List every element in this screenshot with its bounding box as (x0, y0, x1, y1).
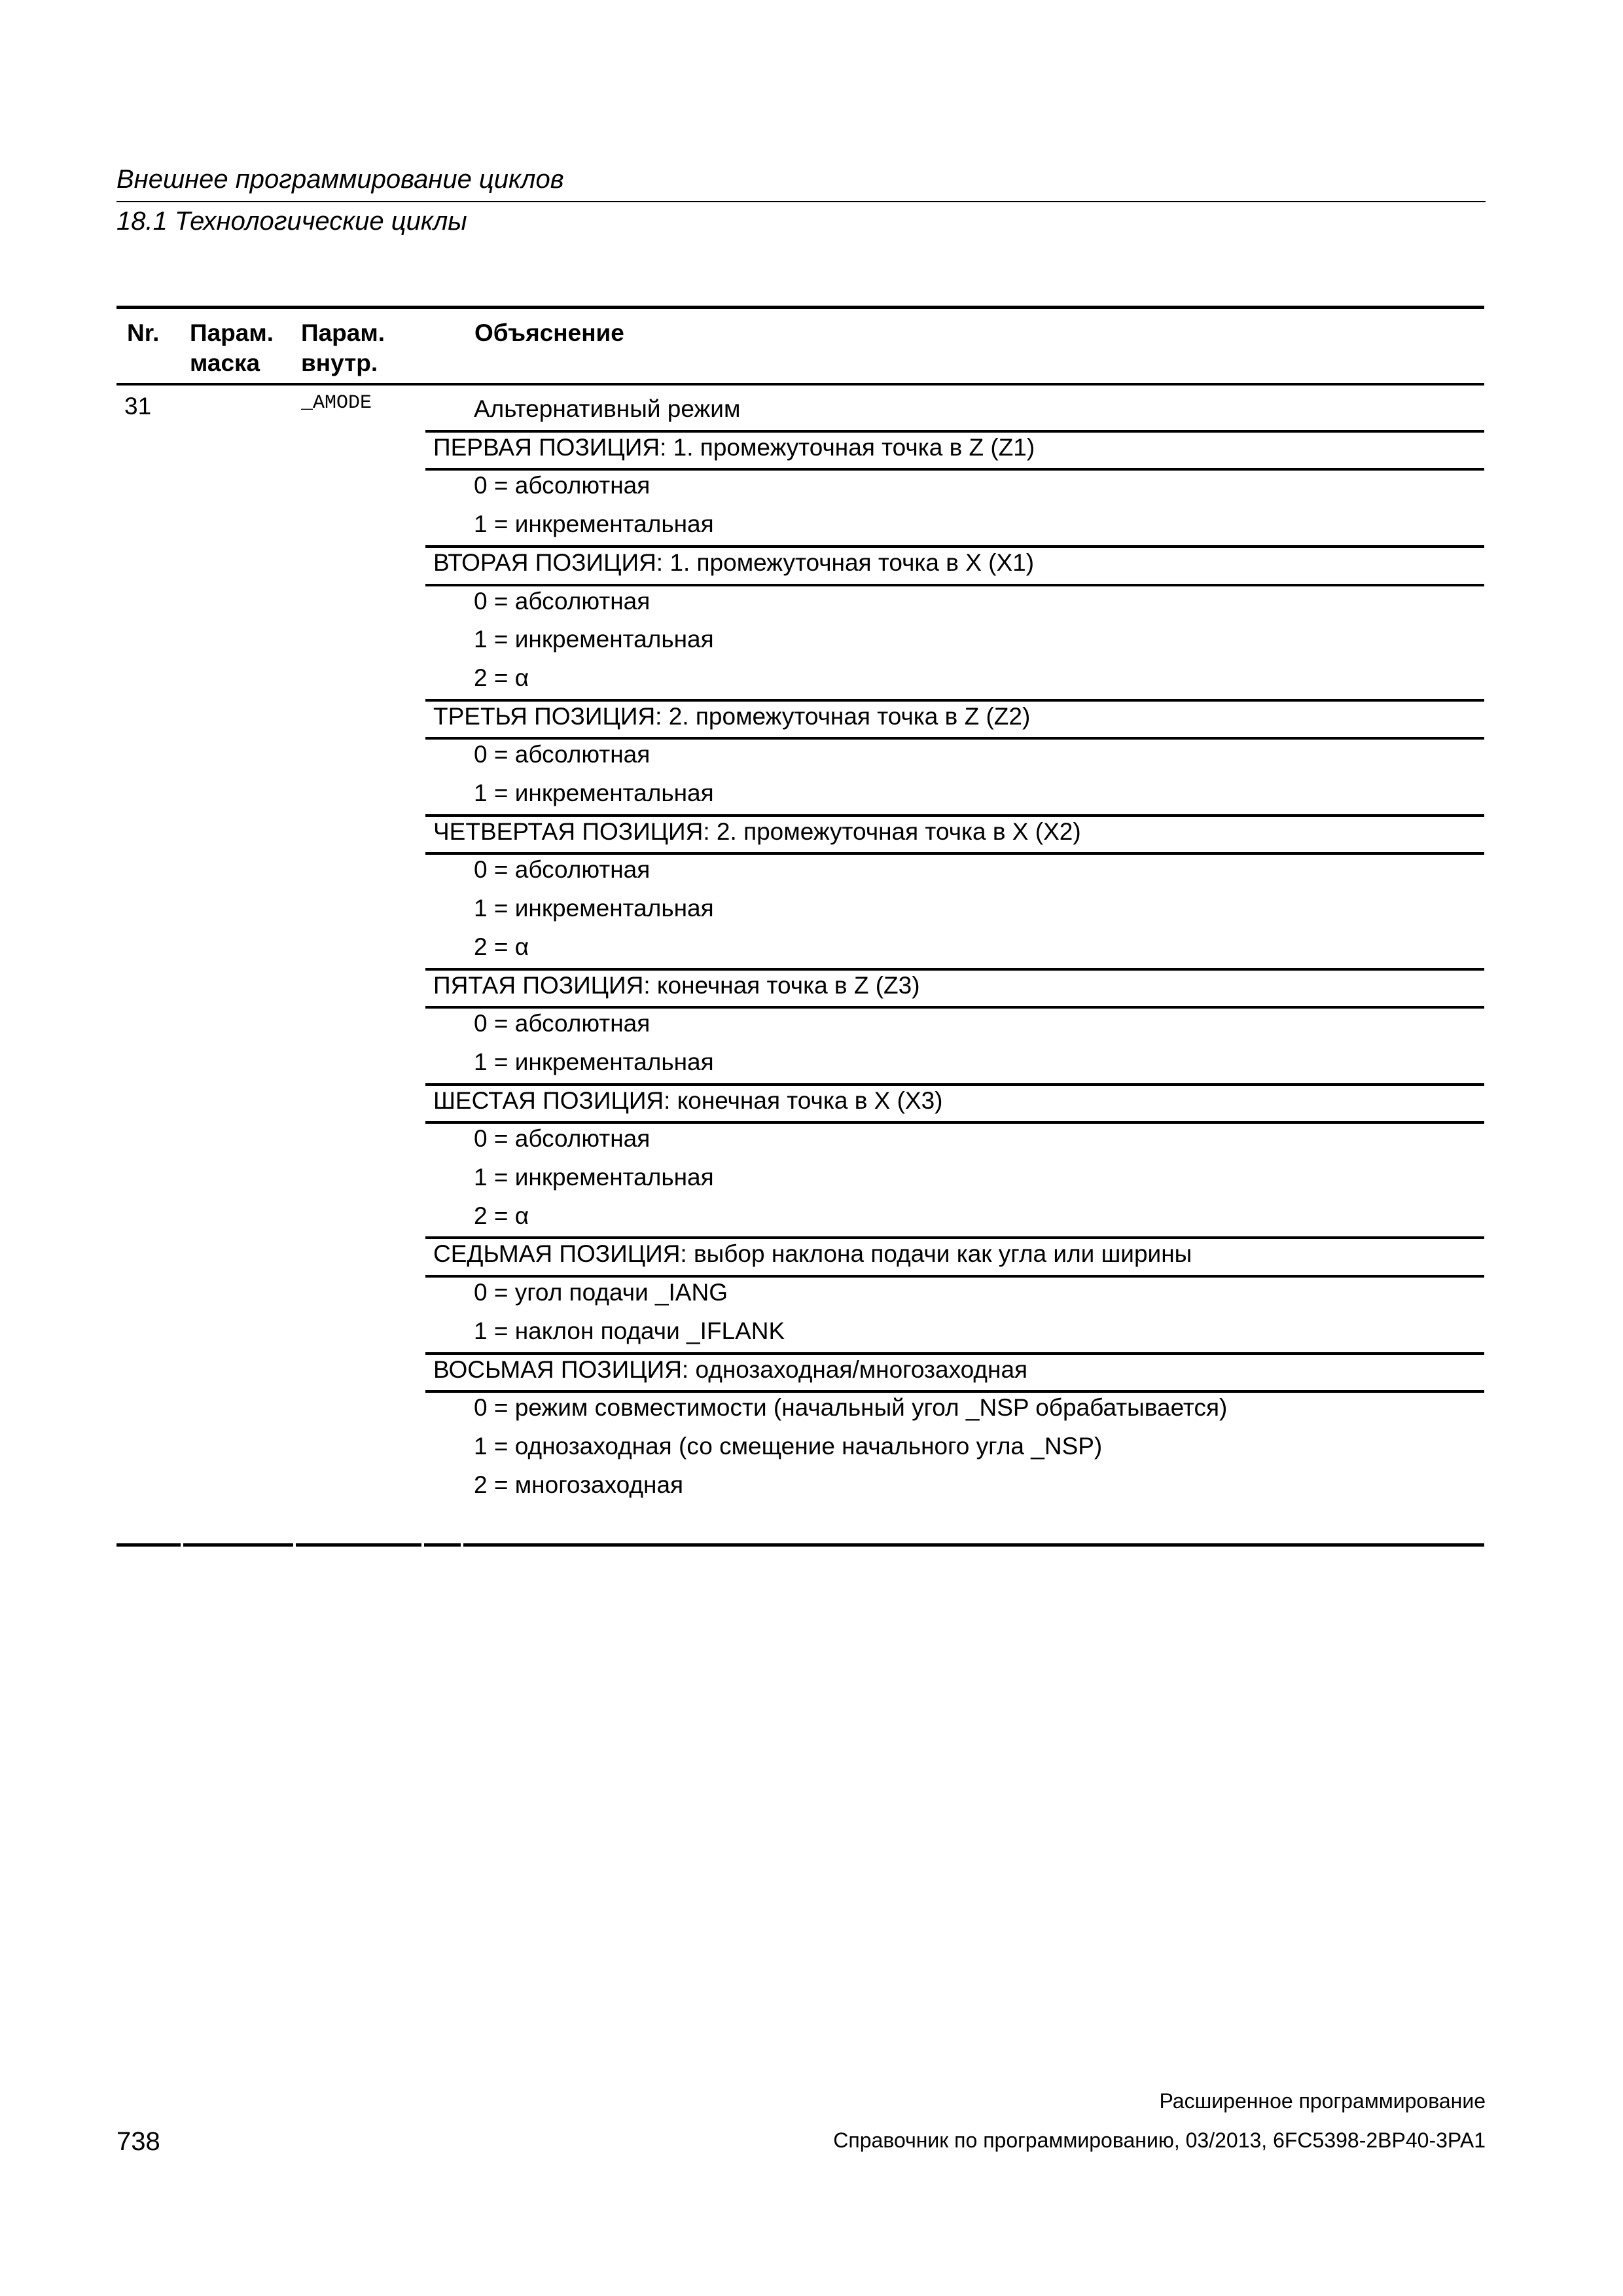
cell-nr: 31 (124, 393, 152, 420)
column-header-mask-line1: Парам. (190, 319, 274, 346)
value-row: 1 = инкрементальная (474, 626, 714, 653)
value-row: 1 = инкрементальная (474, 1048, 714, 1075)
running-header-title: Внешнее программирование циклов (116, 165, 564, 194)
value-row: 2 = α (474, 664, 529, 691)
column-header-internal-line2: внутр. (301, 350, 378, 376)
table-bottom-rule-nr (116, 1543, 181, 1547)
value-row: 2 = многозаходная (474, 1471, 684, 1498)
value-row: 1 = инкрементальная (474, 1164, 714, 1191)
value-row: 1 = инкрементальная (474, 780, 714, 806)
column-header-mask (190, 318, 274, 378)
footer-book-title: Расширенное программирование (1159, 2089, 1486, 2113)
value-row: 0 = угол подачи _IANG (474, 1279, 728, 1306)
column-header-nr: Nr. (127, 319, 160, 346)
running-header-section: 18.1 Технологические циклы (116, 207, 467, 236)
position-heading-row: ВТОРАЯ ПОЗИЦИЯ: 1. промежуточная точка в X (X1) (433, 548, 1035, 576)
value-row: 0 = абсолютная (474, 472, 651, 499)
cell-internal-param: _AMODE (301, 392, 372, 414)
description-row: Альтернативный режим (474, 395, 741, 422)
column-header-internal-line1: Парам. (301, 319, 385, 346)
value-row: 1 = наклон подачи _IFLANK (474, 1317, 785, 1344)
footer-book-info: Справочник по программированию, 03/2013, 6FC5398-2BP40-3PA1 (833, 2128, 1486, 2152)
table-bottom-rule-mask (183, 1543, 293, 1547)
value-row: 0 = абсолютная (474, 1010, 651, 1037)
value-row: 0 = абсолютная (474, 741, 651, 768)
table-bottom-rule-explanation (463, 1543, 1484, 1547)
value-row: 0 = абсолютная (474, 856, 651, 884)
table-header-rule (116, 383, 1484, 386)
position-heading-row: ПЕРВАЯ ПОЗИЦИЯ: 1. промежуточная точка в Z (Z1) (433, 433, 1035, 461)
value-row: 1 = однозаходная (со смещение начального угла _NSP) (474, 1432, 1103, 1460)
value-row: 0 = режим совместимости (начальный угол _NSP обрабатывается) (474, 1394, 1228, 1422)
position-heading-row: ЧЕТВЕРТАЯ ПОЗИЦИЯ: 2. промежуточная точка в X (X2) (433, 817, 1081, 845)
value-row: 2 = α (474, 1202, 529, 1229)
column-header-explanation: Объяснение (474, 319, 624, 346)
position-heading-row: ВОСЬМАЯ ПОЗИЦИЯ: однозаходная/многозаходная (433, 1355, 1028, 1383)
position-heading-row: СЕДЬМАЯ ПОЗИЦИЯ: выбор наклона подачи как угла или ширины (433, 1240, 1192, 1268)
value-row: 1 = инкрементальная (474, 895, 714, 922)
value-row: 1 = инкрементальная (474, 511, 714, 538)
position-heading-row: ШЕСТАЯ ПОЗИЦИЯ: конечная точка в X (X3) (433, 1086, 943, 1114)
value-row: 2 = α (474, 933, 529, 960)
page-number: 738 (116, 2127, 160, 2156)
column-header-mask-line2: маска (190, 350, 260, 376)
value-row: 0 = абсолютная (474, 587, 651, 615)
position-heading-row: ПЯТАЯ ПОЗИЦИЯ: конечная точка в Z (Z3) (433, 971, 920, 999)
table-top-rule (116, 306, 1484, 309)
value-row: 0 = абсолютная (474, 1125, 651, 1153)
table-bottom-rule-indent (424, 1543, 461, 1547)
header-rule (116, 201, 1486, 202)
table-bottom-rule-internal (296, 1543, 421, 1547)
position-heading-row: ТРЕТЬЯ ПОЗИЦИЯ: 2. промежуточная точка в Z (Z2) (433, 702, 1031, 730)
column-header-internal (301, 318, 385, 378)
